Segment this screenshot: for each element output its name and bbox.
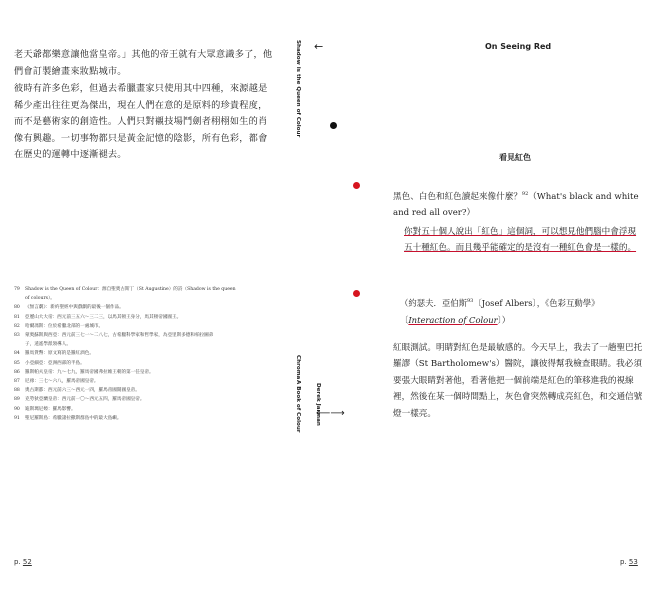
footnote-row bbox=[14, 405, 272, 414]
left-paragraph-2: 彼時有許多色彩，但過去希臘畫家只使用其中四種，來源越是稀少產出往往更為傑出，現在人們在意的是原料的珍貴程度，而不是藝術家的創造性。人們只對襯技場鬥劍者栩栩如生的肖像有興趣。一切事物都只是黃金記憶的陰影，所有色彩，都會在歷史的運轉中逐漸褪去。 bbox=[14, 83, 268, 161]
footnote-number: 83 bbox=[14, 333, 20, 339]
footnote-number: 80 bbox=[14, 305, 20, 311]
footnote-text: 迪斯瑪尼婭：羅馬影響。 bbox=[25, 406, 76, 412]
footnote-text: of colours）。 bbox=[25, 296, 55, 302]
footnote-row bbox=[14, 395, 272, 404]
footnote-number bbox=[14, 340, 25, 349]
footnote-number: 85 bbox=[14, 360, 20, 366]
footnotes bbox=[14, 285, 272, 423]
page-number-left bbox=[14, 558, 32, 566]
footnote-row bbox=[14, 377, 272, 386]
footnote-text: 羅斯帕夫皇帝：九～七九，羅馬帝國弗拉維王朝的第一任皇帝。 bbox=[25, 369, 154, 375]
chapter-header-title: On Seeing Red bbox=[485, 42, 552, 51]
right-paragraph-1 bbox=[393, 186, 647, 222]
footnote-text: 奧古斯都：西元前六三～西元一四，羅馬帝國開國皇帝。 bbox=[25, 388, 140, 394]
footnote-text: 哈爾馮斯：位於希臘北部的一處城市。 bbox=[25, 323, 104, 329]
footnote-number: 90 bbox=[14, 406, 20, 412]
footnote-row bbox=[14, 368, 272, 377]
footnote-text: 蒙奧蘇斯與西亞：西元前三七一～二八七，古希臘科學家和哲學家，為亞里斯多德和柏拉圖弟 bbox=[25, 333, 214, 339]
citation-text: 〔Josef Albers〕，《色彩互動學》〔 bbox=[400, 298, 600, 325]
footnote-ref[interactable]: 93 bbox=[467, 298, 474, 305]
section-heading: 看見紅色 bbox=[499, 152, 531, 162]
footnote-text: 克勞狄亞蘭皇帝：西元前一〇～西元五四，羅馬帝國皇帝。 bbox=[25, 397, 145, 403]
footnote-text: 子，逍遙學派領導人。 bbox=[25, 342, 71, 348]
footnote-row bbox=[14, 313, 272, 322]
quote-text: 你對五十個人說出「紅色」這個詞，可以想見他們腦中會浮現五十種紅色。而且幾乎能確定的是沒有一種紅色會是一樣的。 bbox=[404, 226, 637, 254]
footnote-number: 82 bbox=[14, 323, 20, 329]
footnote-text: 小亞細亞：亞洲西部的半島。 bbox=[25, 360, 85, 366]
back-arrow-icon[interactable]: ← bbox=[314, 40, 324, 53]
footnote-row bbox=[14, 285, 272, 294]
footnote-number: 86 bbox=[14, 369, 20, 375]
page-label: p. bbox=[14, 558, 21, 566]
footnote-row bbox=[14, 414, 272, 423]
citation-text: 〕） bbox=[497, 314, 511, 325]
footnote-number: 87 bbox=[14, 379, 20, 385]
footnote-ref[interactable]: 92 bbox=[521, 190, 529, 197]
para-text: 黑色、白色和紅色讀起來像什麼？ bbox=[393, 191, 522, 202]
footnote-number: 79 bbox=[14, 287, 20, 292]
footnote-row bbox=[14, 386, 272, 395]
footnote-row bbox=[14, 340, 272, 349]
footnote-row bbox=[14, 303, 272, 312]
footnote-number: 81 bbox=[14, 314, 20, 320]
footnote-row bbox=[14, 322, 272, 331]
spine-chroma: Chroma bbox=[295, 355, 301, 380]
footnote-number: 91 bbox=[14, 415, 20, 421]
spine-title: Shadow is the Queen of Colour bbox=[295, 40, 301, 138]
spine-arrows-icon[interactable]: ⟵⟶ bbox=[316, 408, 345, 419]
footnote-number: 89 bbox=[14, 397, 20, 403]
footnote-row bbox=[14, 294, 272, 303]
left-paragraph-1: 老天爺都樂意讓他當皇帝。」其他的帝王就有大眾意識多了，他們會訂製繪畫來妝點城市。 bbox=[14, 49, 273, 77]
footnote-number bbox=[14, 294, 25, 303]
footnote-number: 84 bbox=[14, 351, 20, 357]
spine-author: Derek Jarman bbox=[315, 383, 321, 426]
footnote-text: 羅馬貨幣：原文寫的是羅紅酒色。 bbox=[25, 351, 94, 357]
black-dot-marker bbox=[330, 122, 337, 129]
footnote-number: 88 bbox=[14, 388, 20, 394]
red-dot-marker bbox=[353, 182, 360, 189]
citation-text: （約瑟夫．亞伯斯 bbox=[400, 298, 467, 309]
right-paragraph-2: 紅眼測試。明睛對紅色是最敏感的。今天早上，我去了一趟聖巴托羅謬（St Bartholomew's）醫院，讓彼得幫我檢查眼睛。我必須要張大眼睛對著他，看著他把一個前端是紅色的筆移進我的視線裡，然後在某一個時間點上，灰色會突然轉成亮紅色，和交通信號燈一樣亮。 bbox=[393, 342, 643, 419]
footnote-row bbox=[14, 331, 272, 340]
page-number-right bbox=[620, 558, 638, 566]
para-text: （What's black and white and red all over?） bbox=[393, 191, 639, 218]
footnote-text: Shadow is the Queen of Colour：源自聖奧古斯丁（St Augustine）的詩（Shadow is the queen bbox=[25, 287, 236, 292]
left-page bbox=[0, 0, 290, 609]
citation-book-title: Interaction of Colour bbox=[408, 314, 498, 325]
footnote-row bbox=[14, 359, 272, 368]
page-value: 52 bbox=[22, 558, 32, 566]
page-value: 53 bbox=[628, 558, 638, 566]
red-dot-marker bbox=[353, 290, 360, 297]
footnote-text: 尼祿：三七～六八，羅馬帝國皇帝。 bbox=[25, 379, 99, 385]
footnote-text: 聖尼羅斯島：希臘諸拉撒斯群島中的最大島嶼。 bbox=[25, 415, 122, 421]
albers-quote bbox=[404, 224, 644, 257]
spine-book-subtitle: A Book of Colour bbox=[295, 380, 301, 433]
footnote-text: 《無言劇》：新約聖經中與戲劇的最後一個作品。 bbox=[25, 305, 124, 311]
footnote-text: 亞歷山大大帝：西元前三五六～三二三，以馬其頓王身分，馬其頓帝國國王。 bbox=[25, 314, 182, 320]
page-label: p. bbox=[620, 558, 627, 566]
quote-citation bbox=[400, 293, 648, 328]
footnote-row bbox=[14, 349, 272, 358]
